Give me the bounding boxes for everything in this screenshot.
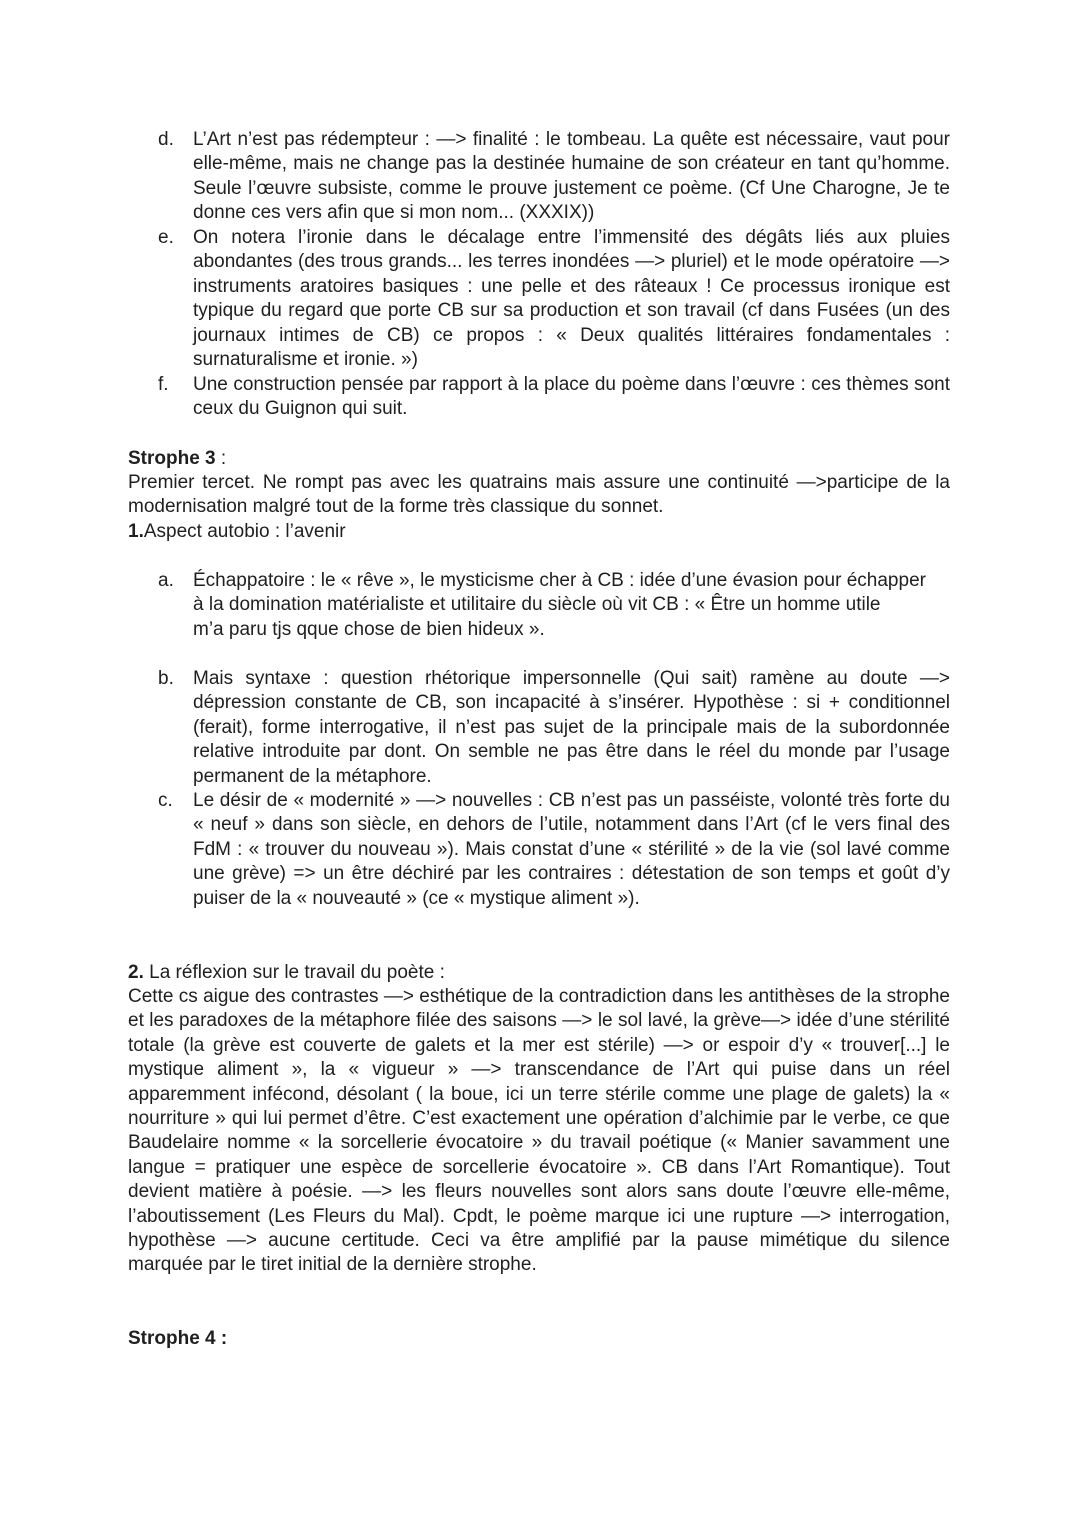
list-text-c: Le désir de « modernité » —> nouvelles : CB n’est pas un passéiste, volonté très forte du « neuf » dans son siècle, en dehors de l’utile, notamment dans l’Art (cf le vers final des FdM : « trouver du nouveau »). Mais constat d’une « stérilité » de la vie (sol lavé comme une grève) => un être déchiré par les contraires : détestation de son temps et goût d’y puiser de la « nouveauté » (ce « mystique aliment »).	[193, 790, 950, 909]
point-1-heading	[128, 520, 950, 544]
section-2-title: La réflexion sur le travail du poète :	[143, 962, 445, 983]
list-text-a-line2: à la domination matérialiste et utilitaire du siècle où vit CB : « Être un homme utile m’a paru tjs qque chose de bien hideux ».	[193, 594, 881, 640]
list-item-a	[158, 569, 950, 642]
list-marker-b: b.	[158, 668, 174, 689]
point-1-text: Aspect autobio : l’avenir	[143, 521, 346, 542]
list-marker-d: d.	[158, 129, 174, 150]
strophe-3-colon: :	[215, 448, 227, 469]
list-marker-a: a.	[158, 570, 174, 591]
list-marker-c: c.	[158, 790, 173, 811]
point-1-number: 1.	[128, 521, 144, 542]
strophe-3-intro: Premier tercet. Ne rompt pas avec les quatrains mais assure une continuité —>participe de la modernisation malgré tout de la forme très classique du sonnet.	[128, 472, 950, 518]
list-item-f	[158, 373, 950, 422]
list-item-b	[158, 667, 950, 789]
strophe-3-heading	[128, 447, 950, 471]
list-item-e	[158, 226, 950, 372]
list-text-f: Une construction pensée par rapport à la place du poème dans l’œuvre : ces thèmes sont ceux du Guignon qui suit.	[193, 374, 950, 420]
strophe-3-title: Strophe 3	[128, 448, 216, 469]
list-item-c	[158, 789, 950, 911]
list-text-a-line1: Échappatoire : le « rêve », le mysticisme cher à CB : idée d’une évasion pour échapper	[193, 570, 926, 591]
section-2-heading	[128, 961, 950, 985]
list-item-d	[158, 128, 950, 226]
list-text-e: On notera l’ironie dans le décalage entre l’immensité des dégâts liés aux pluies abondantes (des trous grands... les terres inondées —> pluriel) et le mode opératoire —> instruments aratoires basiques : une pelle et des râteaux ! Ce processus ironique est typique du regard que porte CB sur sa production et son travail (cf dans Fusées (un des journaux intimes de CB) ce propos : « Deux qualités littéraires fondamentales : surnaturalisme et ironie. »)	[193, 227, 950, 371]
list-marker-e: e.	[158, 227, 174, 248]
section-2-body: Cette cs aigue des contrastes —> esthétique de la contradiction dans les antithèses de la strophe et les paradoxes de la métaphore filée des saisons —> le sol lavé, la grève—> idée d’une stérilité totale (la grève est couverte de galets et la mer est stérile) —> or espoir d’y « trouver[...] le mystique aliment », la « vigueur » —> transcendance de l’Art qui puise dans un réel apparemment infécond, désolant ( la boue, ici un terre stérile comme une plage de galets) la « nourriture » qui lui permet d’être. C’est exactement une opération d’alchimie par le verbe, ce que Baudelaire nomme « la sorcellerie évocatoire » du travail poétique (« Manier savamment une langue = pratiquer une espèce de sorcellerie évocatoire ». CB dans l’Art Romantique). Tout devient matière à poésie. —> les fleurs nouvelles sont alors sans doute l’œuvre elle-même, l’aboutissement (Les Fleurs du Mal). Cpdt, le poème marque ici une rupture —> interrogation, hypothèse —> aucune certitude. Ceci va être amplifié par la pause mimétique du silence marquée par le tiret initial de la dernière strophe.	[128, 986, 950, 1276]
list-text-d: L’Art n’est pas rédempteur : —> finalité : le tombeau. La quête est nécessaire, vaut pour elle-même, mais ne change pas la destinée humaine de son créateur en tant qu’homme. Seule l’œuvre subsiste, comme le prouve justement ce poème. (Cf Une Charogne, Je te donne ces vers afin que si mon nom... (XXXIX))	[193, 129, 950, 224]
list-marker-f: f.	[158, 374, 169, 395]
section-2-number: 2.	[128, 962, 144, 983]
list-text-b: Mais syntaxe : question rhétorique impersonnelle (Qui sait) ramène au doute —> dépression constante de CB, son incapacité à s’insérer. Hypothèse : si + conditionnel (ferait), forme interrogative, il n’est pas sujet de la principale mais de la subordonnée relative introduite par dont. On semble ne pas être dans le réel du monde par l’usage permanent de la métaphore.	[193, 668, 950, 787]
strophe-4-heading: Strophe 4 :	[128, 1328, 228, 1349]
